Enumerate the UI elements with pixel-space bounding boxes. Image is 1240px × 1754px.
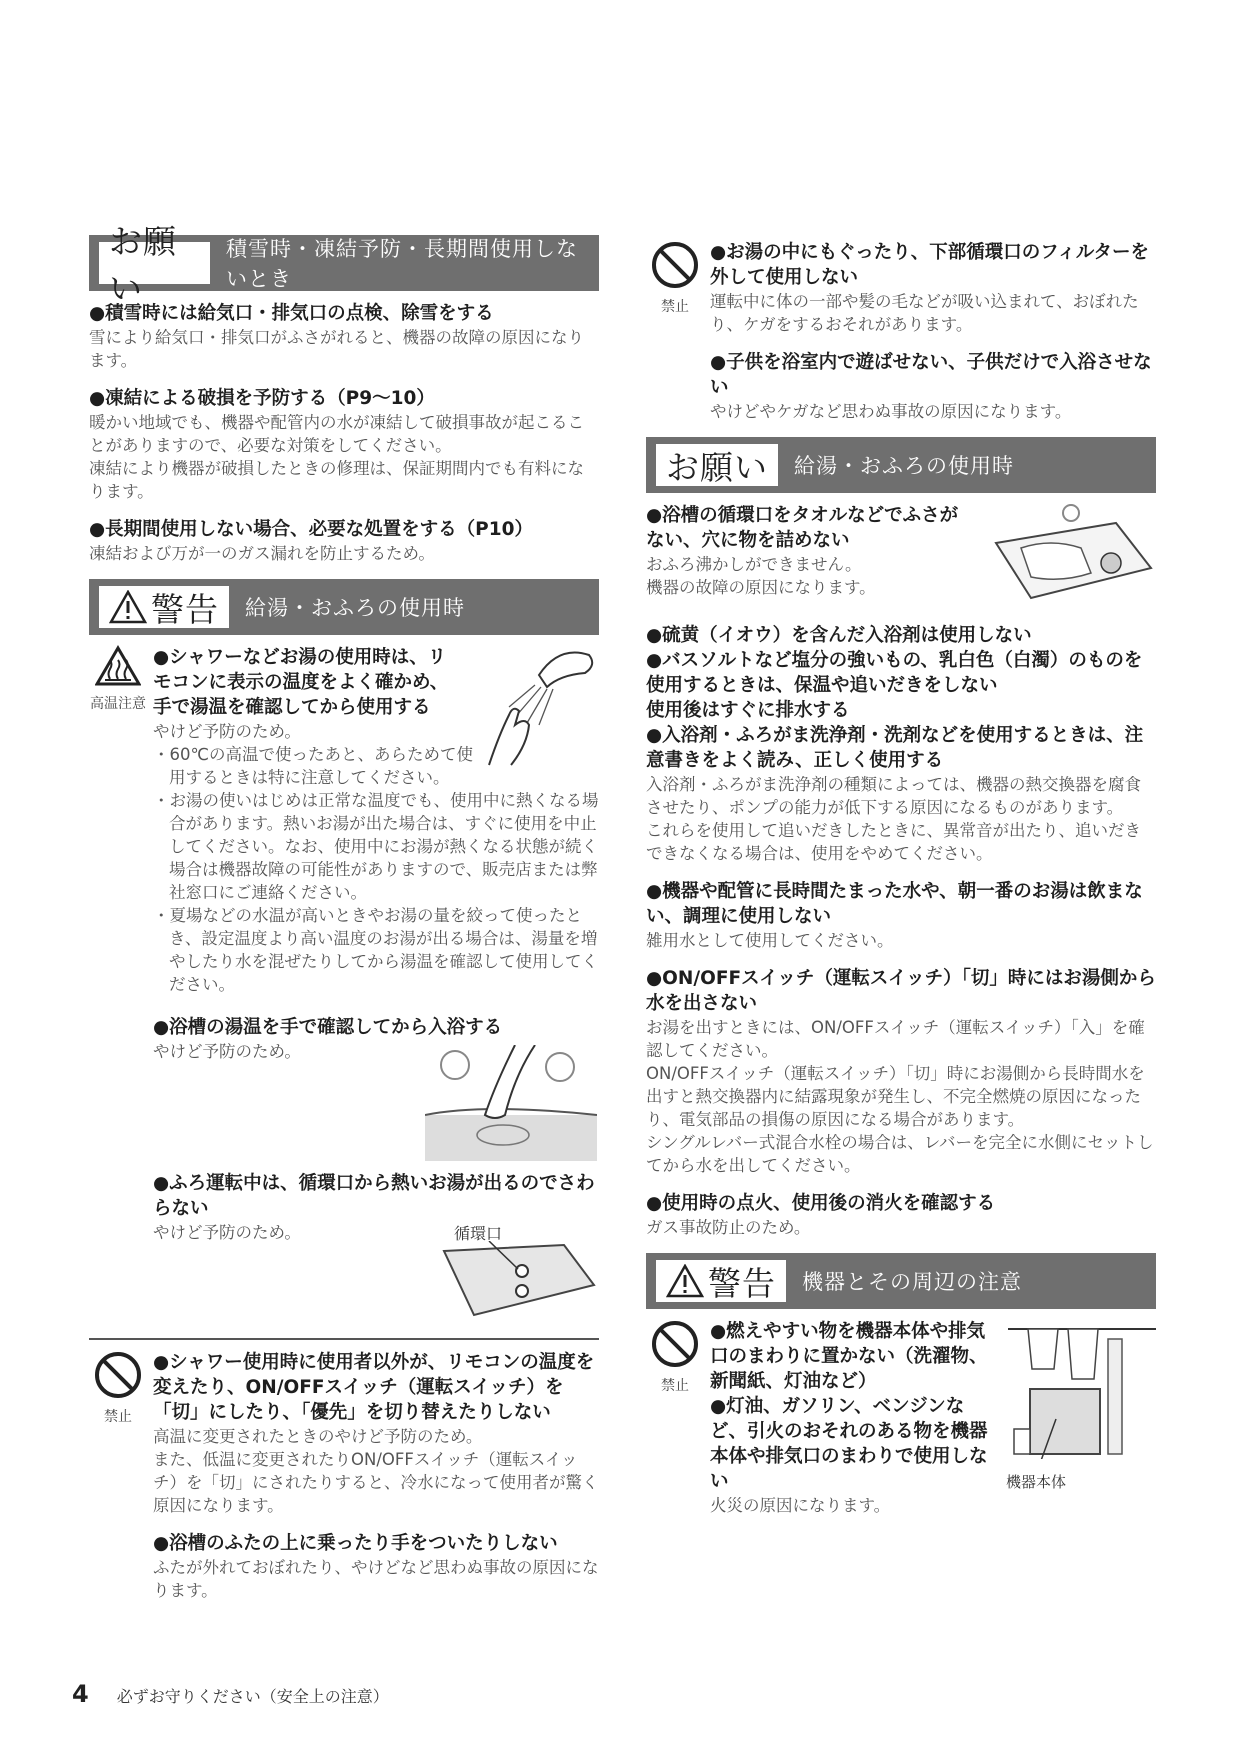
bathtub-towel-illustration (991, 503, 1156, 603)
item-text: 機器の故障の原因になります。 (646, 578, 876, 597)
list-item (89, 301, 599, 372)
list-item (710, 1319, 1000, 1517)
symbol-label: 禁止 (661, 299, 689, 315)
list-item (89, 386, 599, 503)
item-note: ・60℃の高温で使ったあと、あらためて使用するときは特に注意してください。 (153, 745, 474, 787)
list-item-with-figure (646, 503, 1156, 623)
item-heading: ●硫黄（イオウ）を含んだ入浴剤は使用しない ●バスソルトなど塩分の強いもの、乳白色（白濁）のものを使用するときは、保温や追いだきをしない 使用後はすぐに排水する ●入浴剤・ふろがま洗浄剤・洗剤などを使用するときは、注意書きをよく読み、正しく使用する (646, 625, 1144, 771)
item-heading: ●ふろ運転中は、循環口から熱いお湯が出るのでさわらない (153, 1173, 595, 1219)
warning-content (153, 1171, 599, 1244)
item-heading: ●子供を浴室内で遊ばせない、子供だけで入浴させない (710, 352, 1152, 398)
warning-icon (666, 1264, 704, 1298)
symbol-label: 禁止 (661, 1378, 689, 1394)
figure-label: 機器本体 (1006, 1473, 1067, 1491)
warning-icon (109, 590, 147, 624)
header-tag (99, 586, 229, 628)
item-text: 暖かい地域でも、機器や配管内の水が凍結して破損事故が起こることがありますので、必要な対策をしてください。 (89, 413, 584, 455)
list-item (153, 1350, 599, 1517)
item-heading: ●灯油、ガソリン、ベンジンなど、引火のおそれのある物を機器本体や排気口のまわりで使用しない (710, 1396, 988, 1492)
list-item (646, 503, 966, 599)
warning-block (89, 645, 599, 1005)
item-text: 凍結および万が一のガス漏れを防止するため。 (89, 544, 435, 563)
header-subtitle: 機器とその周辺の注意 (802, 1270, 1022, 1294)
item-text: ふたが外れておぼれたり、やけどなど思わぬ事故の原因になります。 (153, 1558, 599, 1600)
item-text: やけど予防のため。 (153, 722, 301, 741)
list-item (646, 623, 1156, 865)
item-heading: ●シャワーなどお湯の使用時は、リモコンに表示の温度をよく確かめ、手で湯温を確認してから使用する (153, 647, 449, 718)
list-item (710, 240, 1156, 336)
figure-label: 循環口 (454, 1224, 503, 1243)
item-text: ON/OFFスイッチ（運転スイッチ）「切」時にお湯側から長時間水を出すと熱交換器内に結露現象が発生し、不完全燃焼の原因になったり、電気部品の損傷の原因になる場合があります。 (646, 1064, 1145, 1129)
item-heading: ●浴槽のふたの上に乗ったり手をついたりしない (153, 1533, 558, 1554)
item-text: やけどやケガなど思わぬ事故の原因になります。 (710, 402, 1072, 421)
item-text: これらを使用して追いだきしたときに、異常音が出たり、追いだきできなくなる場合は、使用をやめてください。 (646, 821, 1141, 863)
header-subtitle: 給湯・おふろの使用時 (794, 454, 1014, 478)
prohibited-symbol (89, 1350, 147, 1426)
item-text: 高温に変更されたときのやけど予防のため。 (153, 1427, 483, 1446)
page-number: 4 (72, 1680, 89, 1708)
warning-block (89, 1171, 599, 1316)
hot-warning-symbol (89, 645, 147, 713)
header-tag-label: 警告 (708, 1263, 776, 1303)
item-text: 運転中に体の一部や髪の毛などが吸い込まれて、おぼれたり、ケガをするおそれがあります。 (710, 292, 1139, 334)
list-item (89, 517, 599, 565)
header-subtitle: 積雪時・凍結予防・長期間使用しないとき (226, 237, 579, 291)
prohibited-block (89, 1350, 599, 1602)
list-item (646, 879, 1156, 952)
item-heading: ●お湯の中にもぐったり、下部循環口のフィルターを外して使用しない (710, 242, 1150, 288)
right-column (646, 240, 1156, 1515)
item-heading: ●使用時の点火、使用後の消火を確認する (646, 1193, 996, 1214)
list-item (646, 966, 1156, 1177)
item-heading: ●浴槽の循環口をタオルなどでふさがない、穴に物を詰めない (646, 505, 959, 551)
item-text: 雪により給気口・排気口がふさがれると、機器の故障の原因になります。 (89, 328, 584, 370)
item-heading: ●積雪時には給気口・排気口の点検、除雪をする (89, 303, 494, 324)
item-text: ガス事故防止のため。 (646, 1218, 811, 1237)
prohibited-block (646, 1319, 1156, 1515)
item-text: お湯を出すときには、ON/OFFスイッチ（運転スイッチ）「入」を確認してください。 (646, 1018, 1145, 1060)
item-text: また、低温に変更されたりON/OFFスイッチ（運転スイッチ）を「切」にされたりすると、冷水になって使用者が驚く原因になります。 (153, 1450, 599, 1515)
list-item (646, 1191, 1156, 1239)
header-tag: お願い (656, 444, 778, 486)
header-tag: お願い (99, 242, 210, 284)
item-heading: ●機器や配管に長時間たまった水や、朝一番のお湯は飲まない、調理に使用しない (646, 881, 1143, 927)
section-header-keikoku (646, 1253, 1156, 1309)
item-text: 凍結により機器が破損したときの修理は、保証期間内でも有料になります。 (89, 459, 584, 501)
item-text: シングルレバー式混合水栓の場合は、レバーを完全に水側にセットしてから水を出してください。 (646, 1133, 1154, 1175)
item-heading: ●浴槽の湯温を手で確認してから入浴する (153, 1017, 503, 1038)
item-text: やけど予防のため。 (153, 1223, 301, 1242)
prohibited-icon (650, 1319, 700, 1369)
prohibited-symbol (646, 240, 704, 316)
item-text: 入浴剤・ふろがま洗浄剤の種類によっては、機器の熱交換器を腐食させたり、ポンプの能力が低下する原因になるものがあります。 (646, 775, 1141, 817)
header-subtitle: 給湯・おふろの使用時 (245, 596, 465, 620)
header-tag-label: 警告 (151, 589, 219, 629)
prohibited-content (153, 1350, 599, 1602)
list-item (153, 1531, 599, 1602)
warning-block (89, 1015, 599, 1165)
item-heading: ●燃えやすい物を機器本体や排気口のまわりに置かない（洗濯物、新聞紙、灯油など） (710, 1321, 988, 1392)
water-heater-illustration (1008, 1319, 1156, 1459)
prohibited-content (710, 240, 1156, 423)
prohibited-block (646, 240, 1156, 423)
item-text: やけど予防のため。 (153, 1042, 301, 1061)
prohibited-icon (650, 240, 700, 290)
item-heading: ●ON/OFFスイッチ（運転スイッチ）「切」時にはお湯側から水を出さない (646, 968, 1156, 1014)
shower-illustration (469, 645, 599, 775)
list-item (153, 1171, 599, 1244)
prohibited-content (710, 1319, 1000, 1517)
item-heading: ●長期間使用しない場合、必要な処置をする（P10） (89, 519, 533, 540)
section-header-onegai (646, 437, 1156, 493)
list-item (710, 350, 1156, 423)
item-text: おふろ沸かしができません。 (646, 555, 862, 574)
symbol-label: 高温注意 (90, 696, 146, 712)
left-column (89, 222, 599, 1616)
symbol-label: 禁止 (104, 1409, 132, 1425)
item-text: 雑用水として使用してください。 (646, 931, 894, 950)
divider (89, 1338, 599, 1340)
header-tag (656, 1260, 786, 1302)
page-footer (72, 1680, 389, 1708)
item-note: ・お湯の使いはじめは正常な温度でも、使用中に熱くなる場合があります。熱いお湯が出た場合は、すぐに使用を中止してください。なお、使用中にお湯が熱くなる状態が続く場合は機器故障の可能性がありますので、販売店または弊社窓口にご連絡ください。 (153, 791, 599, 902)
footer-title: 必ずお守りください（安全上の注意） (116, 1687, 389, 1706)
bathtub-hand-illustration (425, 1045, 597, 1165)
circulation-port-illustration (434, 1241, 599, 1321)
item-text: 火災の原因になります。 (710, 1496, 891, 1515)
prohibited-icon (93, 1350, 143, 1400)
section-header-onegai (89, 222, 599, 308)
hot-temperature-icon (95, 645, 141, 687)
item-heading: ●凍結による破損を予防する（P9〜10） (89, 388, 435, 409)
prohibited-symbol (646, 1319, 704, 1395)
item-note: ・夏場などの水温が高いときやお湯の量を絞って使ったとき、設定温度より高い温度のお湯が出る場合は、湯量を増やしたり水を混ぜたりしてから湯温を確認して使用してください。 (153, 906, 598, 994)
section-header-keikoku (89, 579, 599, 635)
item-heading: ●シャワー使用時に使用者以外が、リモコンの温度を変えたり、ON/OFFスイッチ（運転スイッチ）を「切」にしたり、「優先」を切り替えたりしない (153, 1352, 595, 1423)
